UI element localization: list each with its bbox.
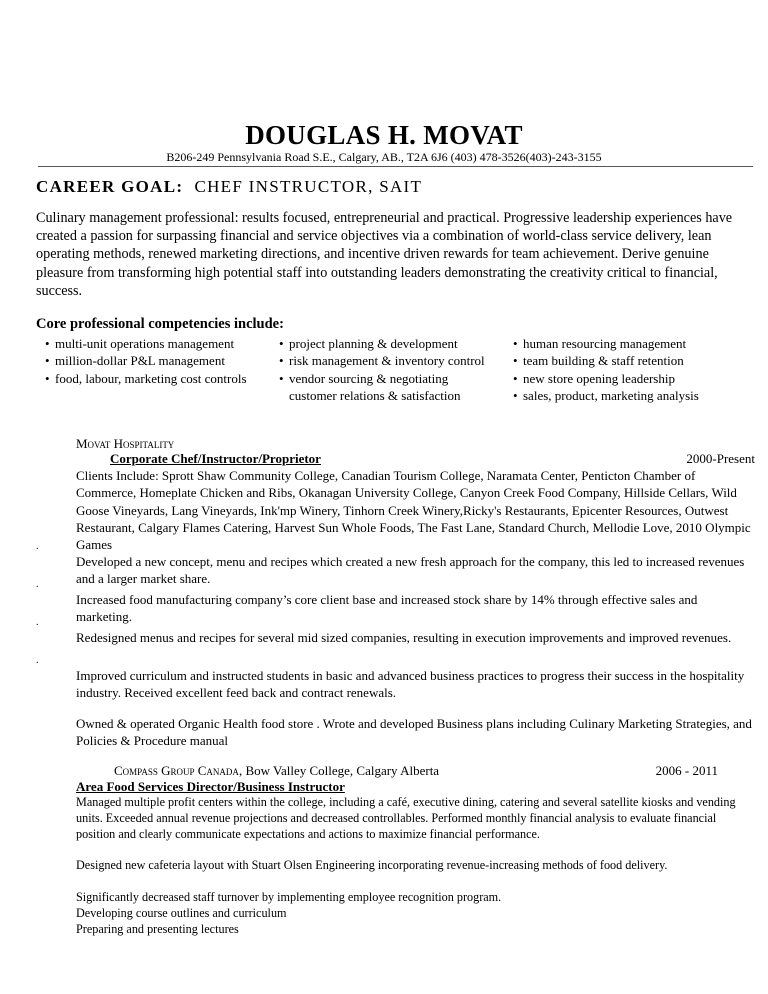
job2-company: Compass Group Canada [114,763,239,778]
job1-dates: 2000-Present [686,451,755,466]
bullet-marker: . [36,617,39,628]
job2-line-2: Designed new cafeteria layout with Stuart Olsen Engineering incorporating revenue-increasing methods of food delivery. [76,858,668,872]
competencies-column-3 [513,335,748,404]
career-goal [36,177,422,197]
job2-line-3: Significantly decreased staff turnover by implementing employee recognition program. [76,890,502,904]
competency-item: • project planning & development [279,335,494,352]
bullet-marker: . [36,579,39,590]
job1-bullet-4: Improved curriculum and instructed students in basic and advanced business practices to progress their success in the hospitality industry. Received excellent feed back and contract renewals. [76,668,745,701]
contact-address: B206-249 Pennsylvania Road S.E., Calgary, AB., T2A 6J6 (403) 478-3526(403)-243-3155 [166,150,602,164]
header-divider [38,166,753,167]
core-competencies-heading: Core professional competencies include: [36,316,284,332]
career-goal-value: CHEF INSTRUCTOR, SAIT [194,177,423,196]
job1-company: Movat Hospitality [76,436,175,451]
job2-dates: 2006 - 2011 [655,763,718,778]
competency-item: • sales, product, marketing analysis [513,387,748,404]
job1-bullet-1: Developed a new concept, menu and recipes which created a new fresh approach for the company, this led to increased revenues and a larger market share. [76,554,745,587]
summary-paragraph: Culinary management professional: results focused, entrepreneurial and practical. Progressive leadership experiences have created a passion for surpassing financial and service objectives via a combination of world-class service delivery, lean operating methods, renewed marketing directions, and incentive driven rewards for team achievement. Derive genuine pleasure from transforming high potential staff into outstanding leaders demonstrating the creativity critical to financial, success. [36,210,733,299]
job1-bullet-2: Increased food manufacturing company’s core client base and increased stock share by 14% through effective sales and marketing. [76,592,698,625]
competencies-column-1 [45,335,270,387]
competency-item: • multi-unit operations management [45,335,270,352]
competencies-column-2 [279,335,494,404]
competency-item: • human resourcing management [513,335,748,352]
competency-item: • million-dollar P&L management [45,352,270,369]
job1-clients: Clients Include: Sprott Shaw Community College, Canadian Tourism College, Naramata Center, Penticton Chamber of Commerce, Homeplate Chicken and Ribs, Okanagan University College, Canyon Creek Food Company, Hillside Cellars, Wild Goose Vineyards, Lang Vineyards, Ink'mp Winery, Tinhorn Creek Winery,Ricky's Restaurants, Epicenter Resources, Outwest Restaurant, Calgary Flames Catering, Harvest Sun Whole Foods, The Fast Lane, Standard Church, Mellodie Love, 2010 Olympic Games [76,468,751,553]
bullet-marker: . [36,541,39,552]
job2-location: , Bow Valley College, Calgary Alberta [238,763,440,778]
candidate-name: DOUGLAS H. MOVAT [245,120,523,150]
job1-extra: Owned & operated Organic Health food store . Wrote and developed Business plans including Culinary Marketing Strategies, and Policies & Procedure manual [76,716,752,749]
job2-line-4: Developing course outlines and curriculum [76,906,287,920]
career-goal-label: CAREER GOAL: [36,177,184,196]
competency-item: • new store opening leadership [513,370,748,387]
job2-heading [114,763,439,779]
job1-title: Corporate Chef/Instructor/Proprietor [110,451,321,466]
job1-bullet-3: Redesigned menus and recipes for several mid sized companies, resulting in execution improvements and improved revenues. [76,630,732,645]
competency-item: • team building & staff retention [513,352,748,369]
job2-title: Area Food Services Director/Business Instructor [76,779,345,794]
competency-item: • risk management & inventory control [279,352,494,369]
job2-line-5: Preparing and presenting lectures [76,922,239,936]
bullet-marker: . [36,655,39,666]
job2-line-1: Managed multiple profit centers within the college, including a café, executive dining, catering and several satellite kiosks and vending units. Exceeded annual revenue projections and decreased controllables. Performed monthly financial analysis to evaluate financial position and clearly communicate expectations and actions to maximize financial performance. [76,795,736,841]
competency-item: • food, labour, marketing cost controls [45,370,270,387]
competency-item: • vendor sourcing & negotiating customer relations & satisfaction [279,370,494,405]
